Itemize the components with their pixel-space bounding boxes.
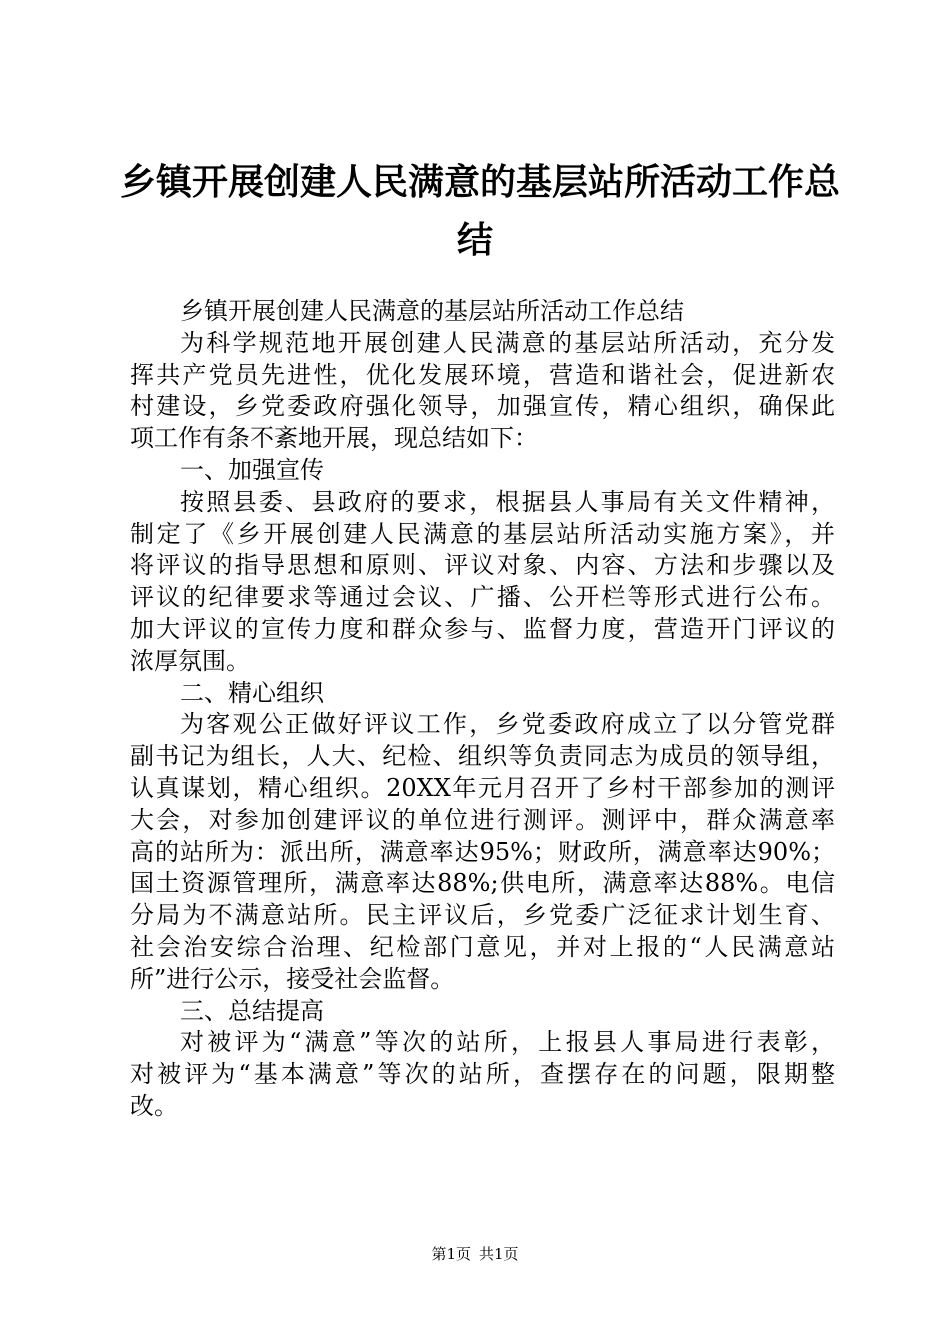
section-3-line: 对被评为“满意”等次的站所，上报县人事局进行表彰，: [180, 1028, 835, 1057]
section-1-line: 制定了《乡开展创建人民满意的基层站所活动实施方案》，并: [130, 519, 835, 548]
document-title-line-1: 乡镇开展创建人民满意的基层站所活动工作总: [120, 161, 841, 203]
section-heading-2: 二、精心组织: [180, 678, 324, 707]
page-footer: [0, 1245, 950, 1263]
section-3-line: 改。: [130, 1091, 178, 1120]
section-1-line: 评议的纪律要求等通过会议、广播、公开栏等形式进行公布。: [130, 583, 835, 612]
intro-line: 为科学规范地开展创建人民满意的基层站所活动，充分发: [180, 328, 835, 357]
section-2-line: 大会，对参加创建评议的单位进行测评。测评中，群众满意率: [130, 805, 835, 834]
section-heading-3: 三、总结提高: [180, 996, 324, 1025]
section-2-line: 认真谋划，精心组织。20XX年元月召开了乡村干部参加的测评: [130, 773, 835, 802]
page-number-current: 第1页: [431, 1245, 471, 1263]
subtitle-line: 乡镇开展创建人民满意的基层站所活动工作总结: [180, 297, 684, 325]
section-heading-1: 一、加强宣传: [180, 455, 324, 484]
section-2-line: 为客观公正做好评议工作，乡党委政府成立了以分管党群: [180, 710, 835, 739]
section-2-line: 社会治安综合治理、纪检部门意见，并对上报的“人民满意站: [130, 932, 835, 961]
page-number-total: 共1页: [479, 1245, 519, 1263]
section-1-line: 将评议的指导思想和原则、评议对象、内容、方法和步骤以及: [130, 551, 835, 580]
document-body: [130, 296, 835, 1123]
section-2-line: 副书记为组长，人大、纪检、组织等负责同志为成员的领导组，: [130, 742, 835, 771]
intro-line: 村建设，乡党委政府强化领导，加强宣传，精心组织，确保此: [130, 392, 835, 421]
document-title-line-2: 结: [456, 219, 493, 261]
section-1-line: 浓厚氛围。: [130, 646, 250, 675]
intro-line: 项工作有条不紊地开展，现总结如下：: [130, 424, 538, 453]
section-1-line: 按照县委、县政府的要求，根据县人事局有关文件精神，: [180, 487, 835, 516]
intro-line: 挥共产党员先进性，优化发展环境，营造和谐社会，促进新农: [130, 360, 835, 389]
section-3-line: 对被评为“基本满意”等次的站所，查摆存在的问题，限期整: [130, 1060, 835, 1089]
section-2-line: 分局为不满意站所。民主评议后，乡党委广泛征求计划生育、: [130, 901, 835, 930]
section-1-line: 加大评议的宣传力度和群众参与、监督力度，营造开门评议的: [130, 614, 835, 643]
section-2-line: 高的站所为：派出所，满意率达95%；财政所，满意率达90%；: [130, 837, 835, 866]
section-2-line: 国土资源管理所，满意率达88%;供电所，满意率达88%。电信: [130, 869, 835, 898]
section-2-line: 所”进行公示，接受社会监督。: [130, 964, 455, 993]
